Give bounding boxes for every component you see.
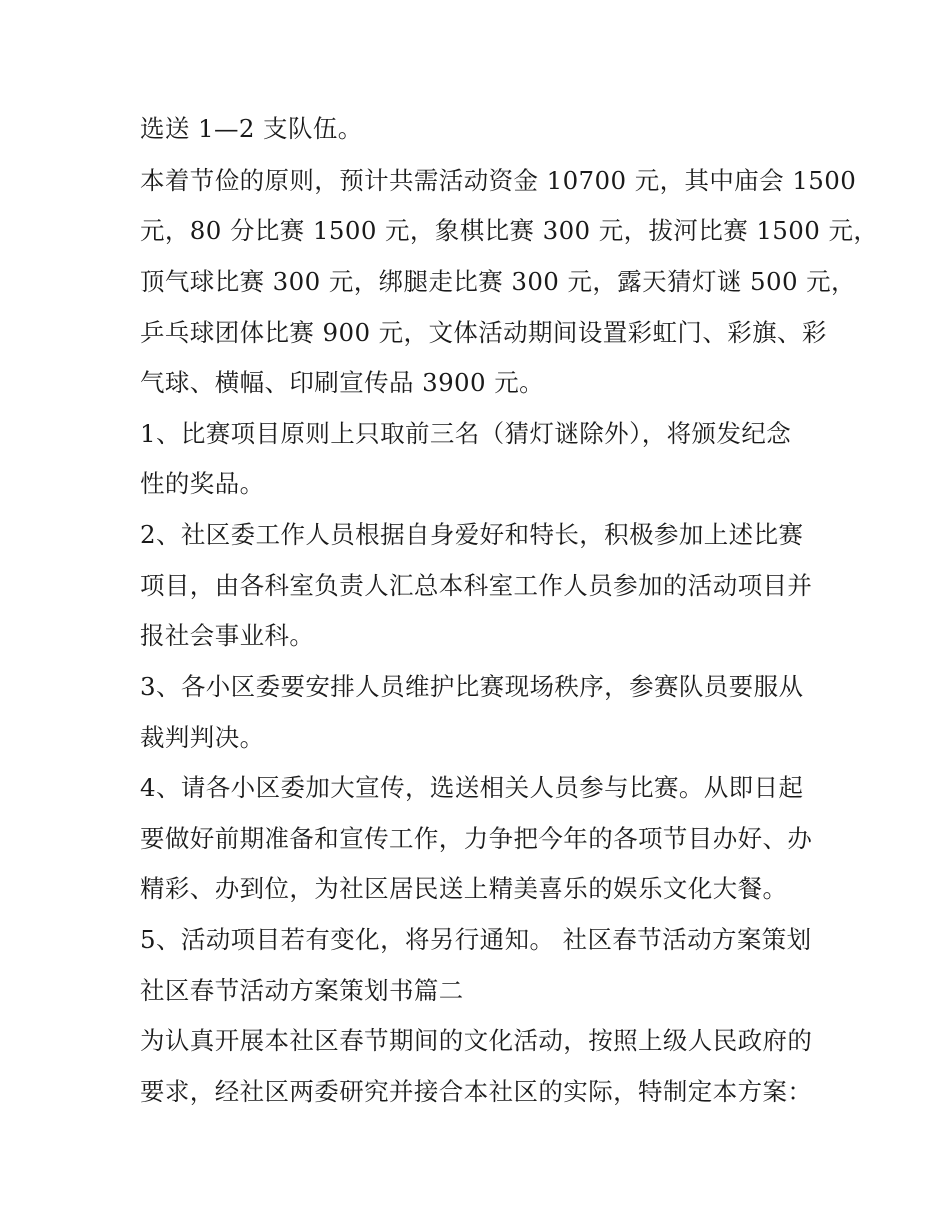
text-line: 要做好前期准备和宣传工作，力争把今年的各项节目办好、办 xyxy=(140,824,813,853)
text-line: 报社会事业科。 xyxy=(140,621,315,650)
text-line: 乒乓球团体比赛 900 元，文体活动期间设置彩虹门、彩旗、彩 xyxy=(140,318,827,347)
text-line: 顶气球比赛 300 元，绑腿走比赛 300 元，露天猜灯谜 500 元， xyxy=(140,267,856,296)
text-line: 裁判判决。 xyxy=(140,723,265,752)
text-line: 5、活动项目若有变化，将另行通知。 社区春节活动方案策划 xyxy=(140,925,812,954)
text-line: 性的奖品。 xyxy=(140,469,265,498)
text-line: 4、请各小区委加大宣传，选送相关人员参与比赛。从即日起 xyxy=(140,773,804,802)
text-line: 社区春节活动方案策划书篇二 xyxy=(140,976,464,1005)
text-line: 3、各小区委要安排人员维护比赛现场秩序，参赛队员要服从 xyxy=(140,672,804,701)
text-line: 精彩、办到位，为社区居民送上精美喜乐的娱乐文化大餐。 xyxy=(140,874,788,903)
text-line: 本着节俭的原则，预计共需活动资金 10700 元，其中庙会 1500 xyxy=(140,166,857,195)
text-line: 2、社区委工作人员根据自身爱好和特长，积极参加上述比赛 xyxy=(140,520,804,549)
text-line: 为认真开展本社区春节期间的文化活动，按照上级人民政府的 xyxy=(140,1026,813,1055)
text-line: 选送 1—2 支队伍。 xyxy=(140,114,363,143)
text-line: 气球、横幅、印刷宣传品 3900 元。 xyxy=(140,368,545,397)
text-line: 要求，经社区两委研究并接合本社区的实际，特制定本方案： xyxy=(140,1077,813,1106)
text-line: 1、比赛项目原则上只取前三名（猜灯谜除外），将颁发纪念 xyxy=(140,419,792,448)
text-line: 元，80 分比赛 1500 元，象棋比赛 300 元，拔河比赛 1500 元， xyxy=(140,216,879,245)
text-line: 项目，由各科室负责人汇总本科室工作人员参加的活动项目并 xyxy=(140,571,813,600)
